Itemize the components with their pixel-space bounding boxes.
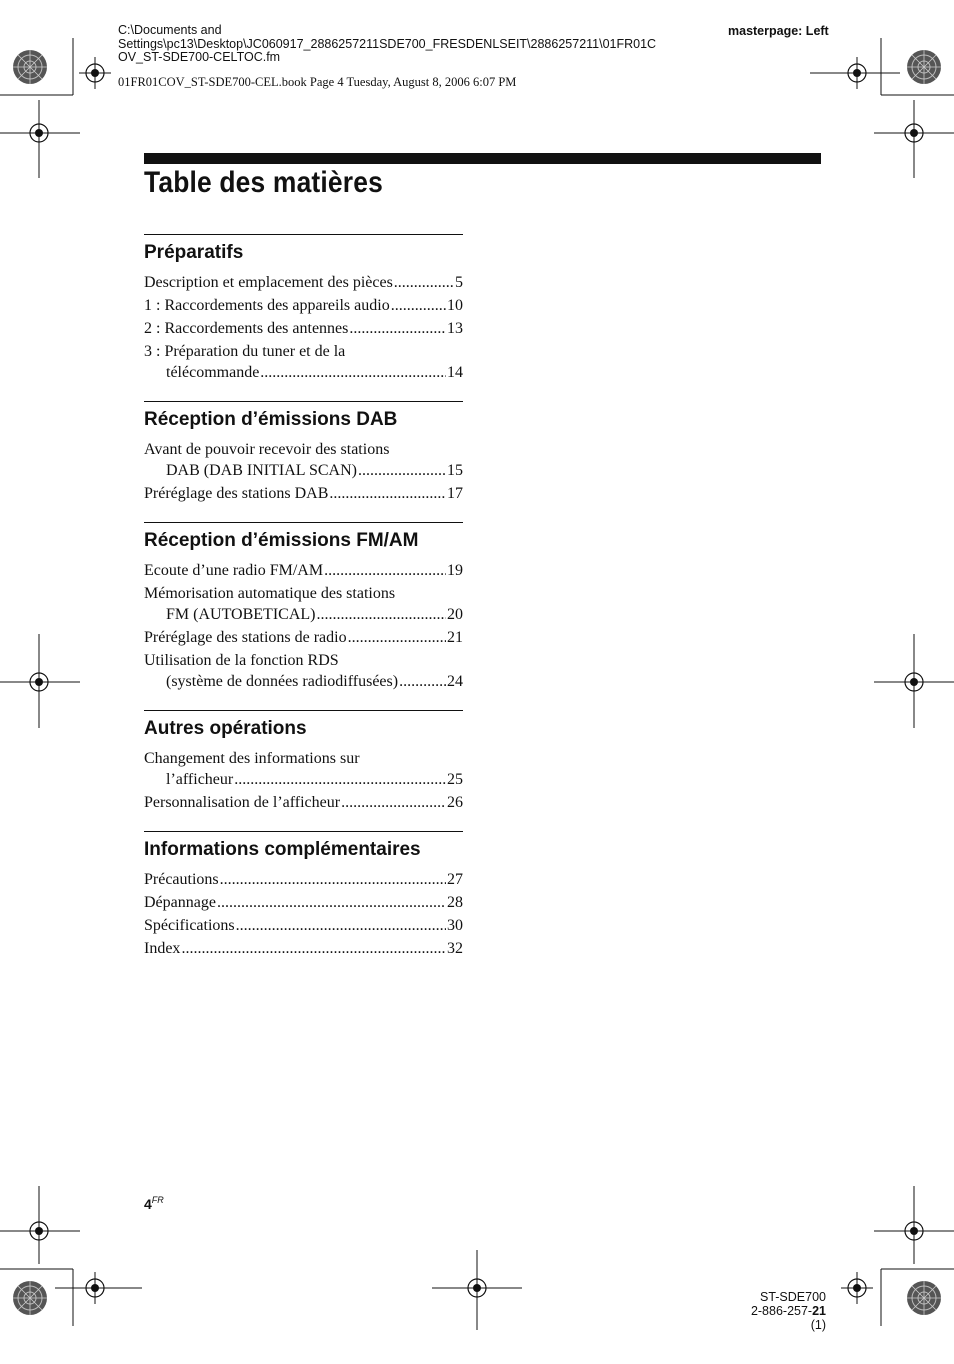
toc-entry[interactable] [144, 892, 463, 913]
toc-entry-text: Mémorisation automatique des stations [144, 585, 396, 602]
toc-page-number: 32 [447, 940, 463, 957]
page-title: Table des matières [144, 166, 383, 199]
toc-page-number: 28 [447, 894, 463, 911]
toc-entry[interactable] [144, 439, 463, 481]
toc-entry-text: Ecoute d’une radio FM/AM [144, 562, 324, 579]
file-path-header [118, 24, 656, 65]
toc-entry-text: l’afficheur [166, 771, 234, 788]
toc-entry-text: Préréglage des stations DAB [144, 485, 329, 502]
part-number-prefix: 2-886-257- [750, 1304, 813, 1318]
title-rule [144, 153, 821, 164]
toc-entry-text: DAB (DAB INITIAL SCAN) [166, 462, 357, 479]
toc-section-title: Réception d’émissions DAB [144, 409, 398, 430]
toc-entry[interactable] [144, 583, 463, 625]
toc-page-number: 14 [447, 364, 463, 381]
toc-entry-text: FM (AUTOBETICAL) [166, 606, 316, 623]
toc-entry-text: 1 : Raccordements des appareils audio [144, 297, 390, 314]
toc-entry-text: Précautions [144, 871, 219, 888]
toc-section [144, 234, 463, 383]
toc-page-number: 27 [447, 871, 463, 888]
toc-leader-dots [181, 938, 446, 959]
toc-entry-text: télécommande [166, 364, 260, 381]
toc-leader-dots [316, 604, 446, 625]
part-number-bold: 21 [812, 1304, 826, 1318]
toc-entry[interactable] [144, 915, 463, 936]
toc-entry[interactable] [144, 869, 463, 890]
toc-entry[interactable] [144, 650, 463, 692]
toc-section [144, 401, 463, 504]
toc-page-number: 19 [447, 562, 463, 579]
toc-section-title: Informations complémentaires [144, 839, 421, 860]
toc-entry[interactable] [144, 272, 463, 293]
toc-entry-text: Avant de pouvoir recevoir des stations [144, 441, 390, 458]
toc-leader-dots [394, 272, 454, 293]
toc-page-number: 20 [447, 606, 463, 623]
toc-entry-text: (système de données radiodiffusées) [166, 673, 399, 690]
toc-entry[interactable] [144, 938, 463, 959]
toc-entry-text: Utilisation de la fonction RDS [144, 652, 339, 669]
toc-page-number: 13 [447, 320, 463, 337]
toc-section [144, 831, 463, 959]
toc-leader-dots [260, 362, 446, 383]
toc-section-title: Préparatifs [144, 242, 244, 263]
toc-leader-dots [236, 915, 446, 936]
toc-entry[interactable] [144, 748, 463, 790]
toc-leader-dots [349, 318, 446, 339]
toc-leader-dots [329, 483, 446, 504]
toc-leader-dots [399, 671, 446, 692]
toc-entry[interactable] [144, 483, 463, 504]
toc-entry[interactable] [144, 318, 463, 339]
toc-leader-dots [220, 869, 446, 890]
toc-entry-text: 3 : Préparation du tuner et de la [144, 343, 346, 360]
table-of-contents [144, 234, 463, 977]
toc-page-number: 30 [447, 917, 463, 934]
toc-section-title: Réception d’émissions FM/AM [144, 530, 419, 551]
toc-page-number: 21 [447, 629, 463, 646]
model-name: ST-SDE700 [759, 1290, 826, 1304]
toc-leader-dots [348, 627, 446, 648]
part-number [740, 1304, 826, 1332]
toc-entry-text: Description et emplacement des pièces [144, 274, 393, 291]
file-path-line: OV_ST-SDE700-CELTOC.fm [118, 50, 281, 64]
toc-page-number: 25 [447, 771, 463, 788]
toc-page-number: 24 [447, 673, 463, 690]
toc-entry[interactable] [144, 792, 463, 813]
toc-leader-dots [341, 792, 446, 813]
toc-page-number: 5 [455, 274, 463, 291]
toc-page-number: 15 [447, 462, 463, 479]
page-language: FR [151, 1195, 164, 1205]
toc-section [144, 522, 463, 692]
toc-page-number: 17 [447, 485, 463, 502]
toc-entry[interactable] [144, 560, 463, 581]
book-info-line: 01FR01COV_ST-SDE700-CEL.book Page 4 Tuesday, August 8, 2006 6:07 PM [118, 75, 517, 89]
toc-entry-text: Changement des informations sur [144, 750, 360, 767]
toc-page-number: 10 [447, 297, 463, 314]
toc-leader-dots [234, 769, 446, 790]
file-path-line: C:\Documents and [118, 23, 222, 37]
toc-entry[interactable] [144, 341, 463, 383]
toc-section [144, 710, 463, 813]
toc-leader-dots [391, 295, 446, 316]
toc-page-number: 26 [447, 794, 463, 811]
toc-entry-text: Personnalisation de l’afficheur [144, 794, 341, 811]
toc-leader-dots [217, 892, 446, 913]
page-number [144, 1196, 164, 1212]
masterpage-label: masterpage: Left [728, 24, 829, 38]
model-info [740, 1290, 826, 1332]
toc-entry[interactable] [144, 295, 463, 316]
toc-leader-dots [358, 460, 446, 481]
part-number-suffix: (1) [810, 1318, 826, 1332]
toc-leader-dots [324, 560, 446, 581]
file-path-line: Settings\pc13\Desktop\JC060917_2886257211SDE700_FRESDENLSEIT\2886257211\01FR01C [118, 36, 657, 51]
toc-entry-text: Dépannage [144, 894, 216, 911]
toc-entry-text: Spécifications [144, 917, 235, 934]
toc-entry-text: Préréglage des stations de radio [144, 629, 347, 646]
toc-entry-text: Index [144, 940, 181, 957]
toc-entry-text: 2 : Raccordements des antennes [144, 320, 349, 337]
toc-entry[interactable] [144, 627, 463, 648]
toc-section-title: Autres opérations [144, 718, 307, 739]
page-number-value: 4 [144, 1196, 152, 1212]
